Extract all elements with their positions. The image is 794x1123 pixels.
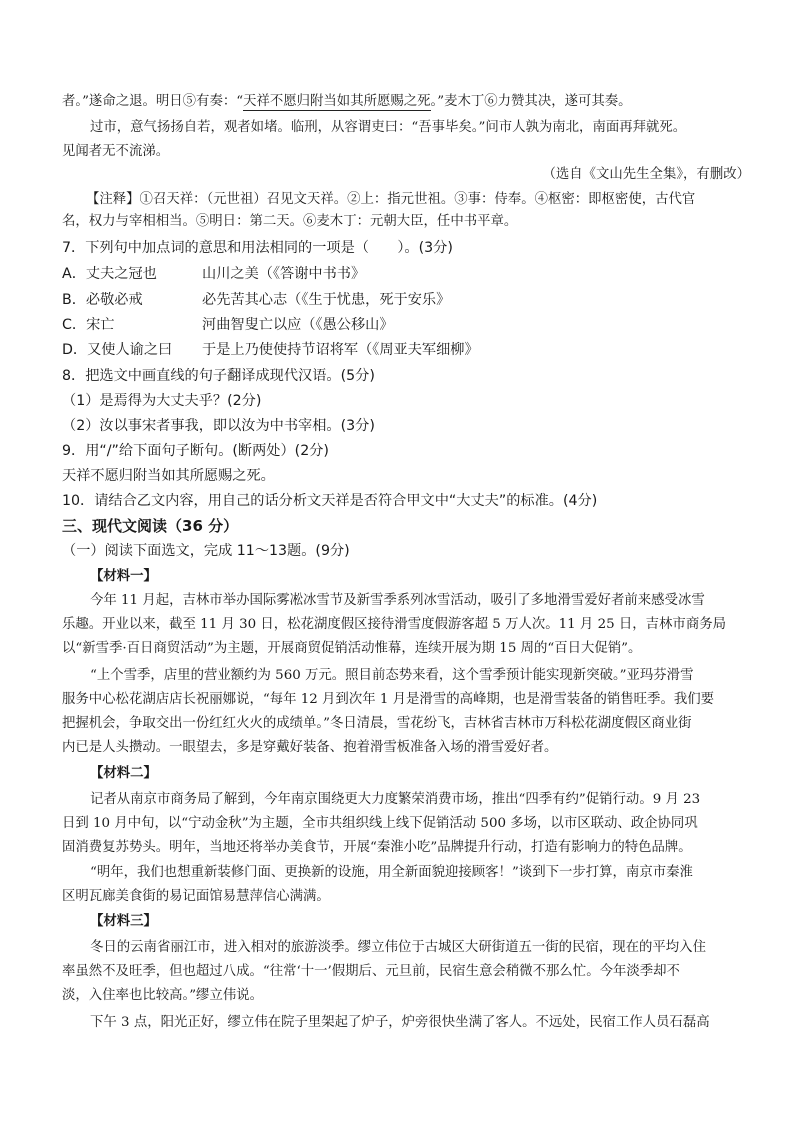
notes-line: 【注释】①召天祥：（元世祖）召见文天祥。②上：指元世祖。③事：侍奉。④枢密：即枢密使，古代官 [86, 192, 696, 207]
option-text: 河曲智叟亡以应（《愚公移山》 [202, 317, 394, 333]
q7-option-c[interactable] [62, 315, 394, 335]
material-line: “明年，我们也想重新装修门面、更换新的设施，用全新面貌迎接顾客！”谈到下一步打算，南京市秦淮 [90, 865, 693, 880]
option-label: D．又使人谕之曰 [62, 342, 173, 358]
material-heading: 【材料二】 [90, 765, 157, 781]
underlined-sentence: 天祥不愿归附当如其所愿赐之死 [243, 94, 431, 109]
material-line: 固消费复苏势头。明年，当地还将举办美食节，开展“秦淮小吃”品牌提升行动，打造有影响力的特色品牌。 [62, 840, 692, 855]
question-8-stem: 8．把选文中画直线的句子翻译成现代汉语。(5分) [62, 368, 375, 384]
material-line: 把握机会，争取交出一份红红火火的成绩单。”冬日清晨，雪花纷飞，吉林省吉林市万科松花湖度假区商业街 [62, 716, 692, 731]
section-title: 三、现代文阅读（36 分） [62, 517, 239, 535]
material-line: 以“新雪季·百日商贸活动”为主题，开展商贸促销活动惟幕，连续开展为期 15 周的“百日大促销”。 [62, 641, 642, 656]
option-label: B．必敬必戒 [62, 292, 143, 308]
material-line: 日到 10 月中旬，以“宁动金秋”为主题，全市共组织线上线下促销活动 500 多场，以市区联动、政企协同巩 [62, 816, 698, 831]
passage-text: 。”麦木丁⑥力赞其决，遂可其奏。 [430, 94, 632, 109]
question-7-stem: 7．下列句中加点词的意思和用法相同的一项是（ ）。(3分) [62, 240, 453, 256]
passage-line: 见闻者无不流涕。 [62, 144, 170, 159]
option-text: 必先苦其心志（《生于忧患，死于安乐》 [202, 292, 451, 308]
material-heading: 【材料一】 [90, 568, 157, 584]
question-9-sentence: 天祥不愿归附当如其所愿赐之死。 [62, 468, 275, 484]
material-line: 今年 11 月起，吉林市举办国际雾凇冰雪节及新雪季系列冰雪活动，吸引了多地滑雪爱好者前来感受冰雪 [90, 593, 705, 608]
material-line: 记者从南京市商务局了解到，今年南京围绕更大力度繁荣消费市场，推出“四季有约”促销行动。9 月 23 [90, 792, 701, 807]
q7-option-d[interactable] [62, 340, 479, 360]
option-label: C．宋亡 [62, 317, 115, 333]
material-line: 率虽然不及旺季，但也超过八成。“往常‘十一’假期后、元旦前，民宿生意会稍微不那么忙。今年淡季却不 [62, 964, 680, 979]
passage-source: （选自《文山先生全集》，有删改） [542, 167, 750, 182]
passage-line [62, 92, 632, 112]
question-8-sub-1: （1）是焉得为大丈夫乎？(2分) [62, 393, 262, 409]
q7-option-b[interactable] [62, 290, 451, 310]
option-text: 于是上乃使使持节诏将军（《周亚夫军细柳》 [202, 342, 479, 358]
material-line: 区明瓦廊美食街的易记面馆易慧萍信心满满。 [62, 889, 330, 904]
notes-line: 名，权力与宰相相当。⑤明日：第二天。⑥麦木丁：元朝大臣，任中书平章。 [62, 214, 518, 229]
question-9-stem: 9．用“/”给下面句子断句。(断两处）(2分) [62, 443, 329, 459]
material-line: 内已是人头攒动。一眼望去，多是穿戴好装备、抱着滑雪板准备入场的滑雪爱好者。 [62, 740, 558, 755]
question-10-stem: 10．请结合乙文内容，用自己的话分析文天祥是否符合甲文中“大丈夫”的标准。(4分) [62, 493, 598, 509]
material-line: 下午 3 点，阳光正好，缪立伟在院子里架起了炉子，炉旁很快坐满了客人。不远处，民宿工作人员石磊高 [90, 1015, 710, 1030]
material-line: 淡，入住率也比较高。”缪立伟说。 [62, 988, 264, 1003]
passage-line: 过市，意气扬扬自若，观者如堵。临刑，从容谓吏曰：“吾事毕矣。”问市人孰为南北，南面再拜就死。 [90, 120, 687, 135]
question-8-sub-2: （2）汝以事宋者事我，即以汝为中书宰相。(3分) [62, 418, 375, 434]
q7-option-a[interactable] [62, 264, 366, 284]
material-line: 乐趣。开业以来，截至 11 月 30 日，松花湖度假区接待滑雪度假游客超 5 万人次。11 月 25 日，吉林市商务局 [62, 617, 726, 632]
material-line: “上个雪季，店里的营业额约为 560 万元。照目前态势来看，这个雪季预计能实现新突破。”亚玛芬滑雪 [90, 668, 694, 683]
section-subtitle: （一）阅读下面选文，完成 11～13题。(9分) [62, 543, 350, 559]
material-line: 冬日的云南省丽江市，进入相对的旅游淡季。缪立伟位于古城区大研街道五一街的民宿，现在的平均入住 [90, 940, 706, 955]
option-text: 山川之美（《答谢中书书》 [202, 266, 366, 282]
material-line: 服务中心松花湖店店长祝丽娜说，“每年 12 月到次年 1 月是滑雪的高峰期，也是滑雪装备的销售旺季。我们要 [62, 692, 715, 707]
material-heading: 【材料三】 [90, 913, 157, 929]
passage-text: 者。”遂命之退。明日⑤有奏：“ [62, 94, 244, 109]
option-label: A．丈夫之冠也 [62, 266, 157, 282]
